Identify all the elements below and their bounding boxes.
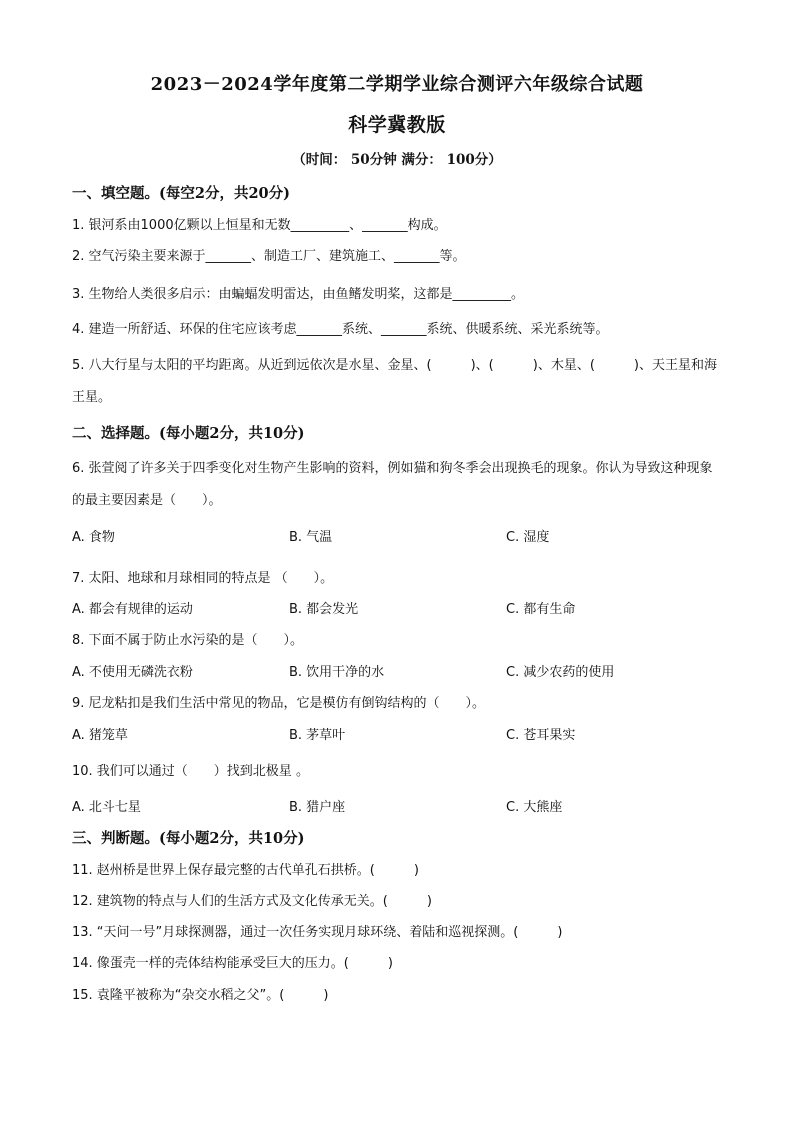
question-10-option-a[interactable]: A. 北斗七星 xyxy=(72,800,141,815)
question-9-option-b[interactable]: B. 茅草叶 xyxy=(289,728,346,743)
section-choice-heading: 二、选择题。(每小题2分，共10分) xyxy=(72,425,305,442)
question-6-option-c[interactable]: C. 湿度 xyxy=(506,530,550,545)
question-10-option-c[interactable]: C. 大熊座 xyxy=(506,800,563,815)
question-6: 6. 张萱阅了许多关于四季变化对生物产生影响的资料，例如猫和狗冬季会出现换毛的现象。你认为导致这种现象的最主要因素是（ ）。 xyxy=(72,461,713,508)
question-15: 15. 袁隆平被称为“杂交水稻之父”。( ) xyxy=(72,988,329,1003)
question-8-option-b[interactable]: B. 饮用干净的水 xyxy=(289,665,385,680)
question-7-option-b[interactable]: B. 都会发光 xyxy=(289,602,359,617)
question-8-option-c[interactable]: C. 减少农药的使用 xyxy=(506,665,615,680)
question-7-option-c[interactable]: C. 都有生命 xyxy=(506,602,576,617)
question-9-option-c[interactable]: C. 苍耳果实 xyxy=(506,728,576,743)
exam-meta: （时间： 50分钟 满分： 100分） xyxy=(292,152,502,168)
question-9-option-a[interactable]: A. 猪笼草 xyxy=(72,728,128,743)
question-6-option-a[interactable]: A. 食物 xyxy=(72,530,115,545)
section-fill-heading: 一、填空题。(每空2分，共20分) xyxy=(72,185,290,202)
exam-title: 2023－2024学年度第二学期学业综合测评六年级综合试题 xyxy=(150,74,644,95)
question-5: 5. 八大行星与太阳的平均距离。从近到远依次是水星、金星、( )、( )、木星、( )、天王星和海王星。 xyxy=(72,358,717,405)
question-10-option-b[interactable]: B. 猎户座 xyxy=(289,800,346,815)
question-7: 7. 太阳、地球和月球相同的特点是 （ ）。 xyxy=(72,571,334,586)
question-7-option-a[interactable]: A. 都会有规律的运动 xyxy=(72,602,193,617)
question-6-option-b[interactable]: B. 气温 xyxy=(289,530,333,545)
question-8: 8. 下面不属于防止水污染的是（ ）。 xyxy=(72,633,304,648)
question-1: 1. 银河系由1000亿颗以上恒星和无数_________、_______构成。 xyxy=(72,218,447,233)
question-9: 9. 尼龙粘扣是我们生活中常见的物品，它是模仿有倒钩结构的（ ）。 xyxy=(72,696,486,711)
question-10: 10. 我们可以通过（ ）找到北极星 。 xyxy=(72,764,309,779)
question-14: 14. 像蛋壳一样的壳体结构能承受巨大的压力。( ) xyxy=(72,956,393,971)
question-4: 4. 建造一所舒适、环保的住宅应该考虑_______系统、_______系统、供暖系统、采光系统等。 xyxy=(72,322,609,337)
question-12: 12. 建筑物的特点与人们的生活方式及文化传承无关。( ) xyxy=(72,894,432,909)
question-13: 13. “天问一号”月球探测器，通过一次任务实现月球环绕、着陆和巡视探测。( ) xyxy=(72,925,563,940)
question-11: 11. 赵州桥是世界上保存最完整的古代单孔石拱桥。( ) xyxy=(72,863,419,878)
question-3: 3. 生物给人类很多启示：由蝙蝠发明雷达，由鱼鳍发明桨，这都是_________。 xyxy=(72,287,525,302)
section-judge-heading: 三、判断题。(每小题2分，共10分) xyxy=(72,830,305,847)
question-8-option-a[interactable]: A. 不使用无磷洗衣粉 xyxy=(72,665,193,680)
question-2: 2. 空气污染主要来源于_______、制造工厂、建筑施工、_______等。 xyxy=(72,249,466,264)
exam-subtitle: 科学冀教版 xyxy=(348,114,446,136)
